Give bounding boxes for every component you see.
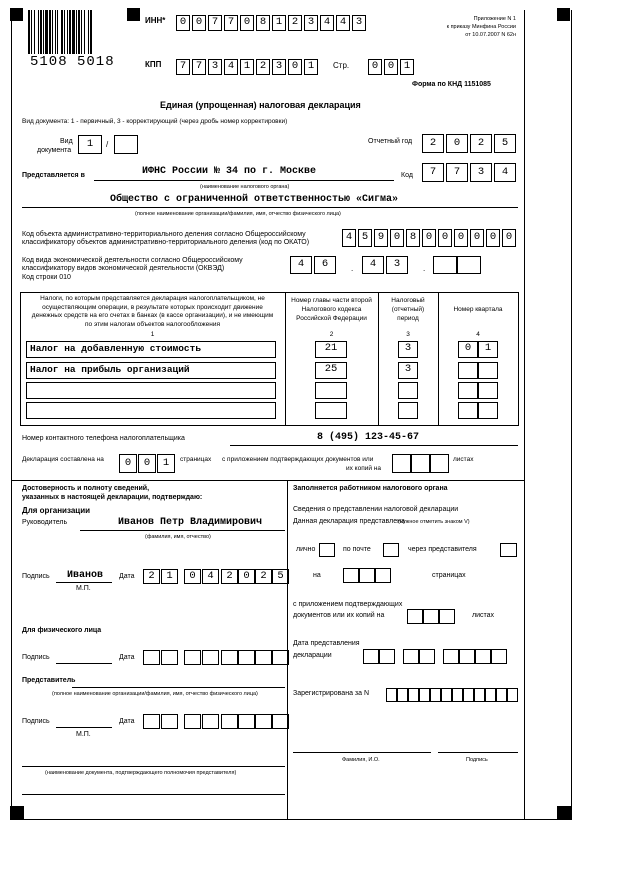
office-date-cell[interactable] — [459, 649, 475, 664]
confirm-text-1: Достоверность и полноту сведений, — [22, 485, 150, 492]
kpp-digit[interactable]: 1 — [240, 59, 254, 75]
sign-value[interactable]: Иванов — [67, 570, 104, 581]
office-date-cell[interactable] — [491, 649, 507, 664]
period-cell[interactable]: 3 — [398, 362, 418, 379]
office-attach-cell[interactable] — [439, 609, 455, 624]
attach-label-1: с приложением подтверждающих документов или — [222, 456, 374, 463]
registration-cell[interactable] — [386, 688, 397, 702]
office-date-cell[interactable] — [419, 649, 435, 664]
corner-marker — [557, 806, 571, 820]
col1-header-line: осуществляющим операции, в результате которых происходит движение — [42, 303, 263, 311]
appendix-line-3: от 10.07.2007 N 62н — [465, 32, 516, 38]
tax-office-info-note: (нужное отметить знаком V) — [398, 519, 470, 525]
okato-label-2: классификатору объектов административно-территориального деления (код по ОКАТО) — [22, 239, 310, 246]
date-label: Дата — [119, 654, 135, 661]
on-label: на — [313, 572, 321, 579]
office-date-cell[interactable] — [363, 649, 379, 664]
inn-digit[interactable]: 8 — [256, 15, 270, 31]
barcode-bar — [38, 10, 39, 54]
barcode-bar — [64, 10, 65, 54]
sign-line — [56, 727, 112, 728]
doc-type-value[interactable]: 1 — [78, 135, 102, 154]
date-digit[interactable] — [143, 714, 160, 729]
registration-cell[interactable] — [507, 688, 518, 702]
date-digit[interactable]: 2 — [255, 569, 272, 584]
registration-cell[interactable] — [496, 688, 507, 702]
tax-office-info-2: Данная декларация представлена — [293, 518, 405, 525]
barcode-bar — [45, 10, 48, 54]
inn-digit[interactable]: 0 — [240, 15, 254, 31]
tax-name-cell[interactable] — [26, 402, 276, 419]
kpp-digit[interactable]: 4 — [224, 59, 238, 75]
frame-outer-right-line — [571, 10, 572, 820]
submission-date-label-1: Дата представления — [293, 640, 360, 647]
pages-digit[interactable]: 1 — [157, 454, 175, 473]
office-attach-1: с приложением подтверждающих — [293, 601, 403, 608]
okved-digit[interactable]: 3 — [386, 256, 408, 274]
corner-marker — [10, 806, 24, 820]
document-title: Единая (упрощенная) налоговая декларация — [160, 100, 361, 110]
period-cell[interactable]: 3 — [398, 341, 418, 358]
tax-authority-line — [94, 180, 394, 181]
barcode-bar — [57, 10, 58, 54]
office-attach-cell[interactable] — [423, 609, 439, 624]
okato-digit[interactable]: 0 — [486, 229, 500, 247]
submission-date-label-2: декларации — [293, 652, 332, 659]
okato-digit[interactable]: 0 — [502, 229, 516, 247]
inn-digit[interactable]: 4 — [336, 15, 350, 31]
submitted-to-label: Представляется в — [22, 172, 85, 179]
okved-label-1: Код вида экономической деятельности согласно Общероссийскому — [22, 257, 243, 264]
kpp-digit[interactable]: 3 — [272, 59, 286, 75]
inn-label: ИНН* — [145, 16, 166, 25]
inn-digit[interactable]: 0 — [176, 15, 190, 31]
barcode-number: 5108 5018 — [30, 54, 115, 70]
barcode-bar — [61, 10, 63, 54]
registration-cell[interactable] — [441, 688, 452, 702]
registration-cell[interactable] — [452, 688, 463, 702]
quarter-digit[interactable] — [458, 362, 478, 379]
pages-label: Декларация составлена на — [22, 456, 104, 463]
inn-digit[interactable]: 1 — [272, 15, 286, 31]
authority-code-digit[interactable]: 4 — [494, 163, 516, 182]
tax-authority[interactable]: ИФНС России № 34 по г. Москве — [142, 166, 317, 177]
kpp-digit[interactable]: 1 — [304, 59, 318, 75]
registration-cell[interactable] — [408, 688, 419, 702]
doc-type-label-2: документа — [37, 147, 72, 154]
column-number: 2 — [329, 331, 334, 338]
okato-label-1: Код объекта административно-территориального деления согласно Общероссийскому — [22, 231, 306, 238]
document-line-2 — [22, 794, 285, 795]
kpp-digit[interactable]: 2 — [256, 59, 270, 75]
year-digit[interactable]: 5 — [494, 134, 516, 153]
attach-digit[interactable] — [411, 454, 430, 473]
date-digit[interactable] — [221, 714, 238, 729]
barcode-bar — [81, 10, 82, 54]
date-label: Дата — [119, 718, 135, 725]
date-digit[interactable] — [255, 650, 272, 665]
okato-digit[interactable]: 0 — [422, 229, 436, 247]
org-name[interactable]: Общество с ограниченной ответственностью «Сигма» — [110, 194, 399, 205]
okved-digit[interactable] — [457, 256, 481, 274]
date-digit[interactable] — [161, 650, 178, 665]
representative-caption: (полное наименование организации/фамилия, имя, отчество физического лица) — [52, 691, 258, 697]
phone-value[interactable]: 8 (495) 123-45-67 — [317, 432, 420, 443]
date-digit[interactable] — [238, 714, 255, 729]
okved-label-3: Код строки 010 — [22, 274, 71, 281]
pages-digit[interactable]: 0 — [138, 454, 156, 473]
date-digit[interactable] — [272, 714, 289, 729]
kpp-digit[interactable]: 7 — [176, 59, 190, 75]
barcode — [28, 10, 116, 56]
okato-digit[interactable]: 0 — [454, 229, 468, 247]
barcode-bar — [90, 10, 92, 54]
date-digit[interactable] — [161, 714, 178, 729]
date-digit[interactable] — [255, 714, 272, 729]
col3-header-line: (отчетный) — [391, 306, 425, 313]
chapter-cell[interactable]: 21 — [315, 341, 347, 358]
authority-code-digit[interactable]: 3 — [470, 163, 492, 182]
col1-header-line: денежных средств на его счетах в банках (в кассе организации), и не имеющим — [31, 312, 274, 319]
pages-digit[interactable]: 0 — [119, 454, 137, 473]
date-digit[interactable] — [184, 650, 201, 665]
registration-cell[interactable] — [485, 688, 496, 702]
signature-caption: Подпись — [466, 757, 488, 763]
col2-header-line: Номер главы части второй — [291, 297, 372, 304]
office-date-cell[interactable] — [443, 649, 459, 664]
kpp-digit[interactable]: 3 — [208, 59, 222, 75]
barcode-bar — [28, 10, 30, 54]
sign-label: Подпись — [22, 573, 50, 580]
office-attach-2: документов или их копий на — [293, 612, 385, 619]
barcode-bar — [69, 10, 71, 54]
inn-digit[interactable]: 7 — [224, 15, 238, 31]
okato-digit[interactable]: 0 — [390, 229, 404, 247]
registration-cell[interactable] — [397, 688, 408, 702]
column-number: 1 — [150, 331, 155, 338]
period-cell[interactable] — [398, 402, 418, 419]
col2-header-line: Налогового кодекса — [301, 306, 362, 313]
inn-digit[interactable]: 0 — [192, 15, 206, 31]
page-digit[interactable]: 1 — [400, 59, 414, 75]
doc-type-correction[interactable] — [114, 135, 138, 154]
okved-digit[interactable]: 4 — [362, 256, 384, 274]
inn-digit[interactable]: 4 — [320, 15, 334, 31]
barcode-bar — [78, 10, 80, 54]
okved-digit[interactable] — [433, 256, 457, 274]
code-label: Код — [401, 172, 413, 179]
by-mail-label: по почте — [343, 546, 371, 553]
org-caption: (полное наименование организации/фамилия, имя, отчество физического лица) — [135, 211, 341, 217]
sign-label: Подпись — [22, 718, 50, 725]
okved-digit[interactable]: 6 — [314, 256, 336, 274]
appendix-line-1: Приложение N 1 — [473, 16, 516, 22]
representative-line — [72, 687, 285, 688]
document-line — [22, 766, 285, 767]
org-name-line — [22, 207, 518, 208]
attach-label-2: их копий на — [346, 465, 382, 472]
okato-digit[interactable]: 9 — [374, 229, 388, 247]
document-caption: (наименование документа, подтверждающего полномочия представителя) — [45, 770, 237, 776]
registration-cell[interactable] — [430, 688, 441, 702]
tax-name-cell[interactable]: Налог на добавленную стоимость — [26, 341, 276, 358]
individual-heading: Для физического лица — [22, 627, 102, 634]
attach-suffix: листах — [453, 456, 474, 463]
doc-type-note: Вид документа: 1 - первичный, 3 - корректирующий (через дробь номер корректировки) — [22, 118, 288, 125]
year-digit[interactable]: 2 — [470, 134, 492, 153]
in-person-checkbox[interactable] — [319, 543, 335, 557]
date-digit[interactable] — [184, 714, 201, 729]
year-digit[interactable]: 2 — [422, 134, 444, 153]
quarter-digit[interactable] — [478, 402, 498, 419]
frame-left-line — [11, 10, 12, 820]
tax-name-cell[interactable]: Налог на прибыль организаций — [26, 362, 276, 379]
quarter-digit[interactable] — [478, 362, 498, 379]
date-digit[interactable] — [272, 650, 289, 665]
barcode-bar — [34, 10, 35, 54]
kpp-label: КПП — [145, 60, 162, 69]
page-digit[interactable]: 0 — [368, 59, 382, 75]
sign-line — [56, 663, 112, 664]
doc-type-slash: / — [106, 140, 109, 149]
okved-digit[interactable]: 4 — [290, 256, 312, 274]
barcode-bar — [43, 10, 44, 54]
kpp-digit[interactable]: 0 — [288, 59, 302, 75]
barcode-bar — [31, 10, 32, 54]
corner-marker — [557, 8, 570, 21]
appendix-line-2: к приказу Минфина России — [446, 24, 516, 30]
chapter-cell[interactable]: 25 — [315, 362, 347, 379]
col1-header-line: по этим налогам объектов налогообложения — [85, 320, 220, 328]
year-digit[interactable]: 0 — [446, 134, 468, 153]
registration-cell[interactable] — [419, 688, 430, 702]
date-digit[interactable]: 0 — [238, 569, 255, 584]
name-line — [293, 752, 431, 753]
tax-office-info-1: Сведения о представлении налоговой декларации — [293, 506, 459, 513]
date-digit[interactable] — [202, 650, 219, 665]
office-date-cell[interactable] — [475, 649, 491, 664]
signature-line — [438, 752, 518, 753]
sign-label: Подпись — [22, 654, 50, 661]
okato-digit[interactable]: 4 — [342, 229, 356, 247]
office-date-cell[interactable] — [403, 649, 419, 664]
registration-cell[interactable] — [474, 688, 485, 702]
date-digit[interactable] — [221, 650, 238, 665]
corner-marker — [10, 8, 23, 21]
okved-dot: . — [351, 264, 354, 273]
chapter-cell[interactable] — [315, 402, 347, 419]
col1-header-line: Налоги, по которым представляется декларация налогоплательщиком, не — [40, 295, 265, 302]
date-digit[interactable]: 5 — [272, 569, 289, 584]
okato-digit[interactable]: 5 — [358, 229, 372, 247]
kpp-digit[interactable]: 7 — [192, 59, 206, 75]
quarter-digit[interactable]: 0 — [458, 341, 478, 358]
quarter-digit[interactable]: 1 — [478, 341, 498, 358]
stamp-label: М.П. — [76, 585, 91, 592]
sign-line — [56, 582, 112, 583]
pages-suffix: страницах — [180, 456, 212, 463]
date-label: Дата — [119, 573, 135, 580]
office-date-cell[interactable] — [379, 649, 395, 664]
attach-digit[interactable] — [430, 454, 449, 473]
inn-digit[interactable]: 7 — [208, 15, 222, 31]
stamp-label: М.П. — [76, 731, 91, 738]
via-rep-label: через представителя — [408, 546, 477, 553]
column-number: 4 — [476, 331, 480, 338]
col3-header-line: Налоговый — [391, 297, 425, 304]
quarter-digit[interactable] — [478, 382, 498, 399]
frame-right-line — [524, 10, 525, 820]
date-digit[interactable] — [238, 650, 255, 665]
phone-label: Номер контактного телефона налогоплательщика — [22, 435, 185, 442]
tax-office-heading: Заполняется работником налогового органа — [293, 485, 448, 492]
corner-marker — [127, 8, 140, 21]
authority-code-digit[interactable]: 7 — [446, 163, 468, 182]
frame-bottom-line — [11, 819, 571, 820]
office-pages-cell[interactable] — [375, 568, 391, 583]
name-caption: Фамилия, И.О. — [342, 757, 380, 763]
authority-code-digit[interactable]: 7 — [422, 163, 444, 182]
inn-digit[interactable]: 2 — [288, 15, 302, 31]
col4-header-line: Номер квартала — [453, 306, 503, 313]
date-digit[interactable] — [202, 714, 219, 729]
quarter-digit[interactable] — [458, 382, 478, 399]
form-code: Форма по КНД 1151085 — [412, 81, 491, 88]
confirm-text-2: указанных в настоящей декларации, подтверждаю: — [22, 494, 203, 501]
barcode-bar — [55, 10, 56, 54]
tax-authority-caption: (наименование налогового органа) — [200, 184, 290, 190]
section-divider — [11, 480, 525, 481]
head-caption: (фамилия, имя, отчество) — [145, 534, 211, 540]
head-name[interactable]: Иванов Петр Владимирович — [118, 517, 263, 528]
column-number: 3 — [406, 331, 410, 338]
period-cell[interactable] — [398, 382, 418, 399]
doc-type-label-1: Вид — [60, 138, 73, 145]
barcode-bar — [84, 10, 85, 54]
office-pages-cell[interactable] — [359, 568, 375, 583]
barcode-bars — [28, 10, 116, 56]
barcode-bar — [88, 10, 89, 54]
okato-digit[interactable]: 0 — [470, 229, 484, 247]
page-label: Стр. — [333, 61, 350, 70]
office-pages-cell[interactable] — [343, 568, 359, 583]
via-rep-checkbox[interactable] — [500, 543, 517, 557]
date-digit[interactable]: 1 — [161, 569, 178, 584]
head-label: Руководитель — [22, 519, 68, 526]
phone-line — [230, 445, 518, 446]
inn-digit[interactable]: 3 — [352, 15, 366, 31]
registered-label: Зарегистрирована за N — [293, 690, 370, 697]
representative-heading: Представитель — [22, 677, 76, 684]
chapter-cell[interactable] — [315, 382, 347, 399]
okato-digit[interactable]: 8 — [406, 229, 420, 247]
tax-name-cell[interactable] — [26, 382, 276, 399]
org-heading: Для организации — [22, 506, 91, 515]
barcode-bar — [40, 10, 42, 54]
by-mail-checkbox[interactable] — [383, 543, 399, 557]
date-digit[interactable] — [143, 650, 160, 665]
barcode-bar — [52, 10, 53, 54]
okato-digit[interactable]: 0 — [438, 229, 452, 247]
barcode-bar — [72, 10, 75, 54]
okved-dot: . — [423, 264, 426, 273]
barcode-bar — [67, 10, 68, 54]
date-digit[interactable]: 2 — [221, 569, 238, 584]
barcode-bar — [49, 10, 51, 54]
quarter-digit[interactable] — [458, 402, 478, 419]
col3-header-line: период — [397, 315, 419, 322]
date-digit[interactable]: 2 — [143, 569, 160, 584]
date-digit[interactable]: 4 — [202, 569, 219, 584]
head-name-line — [80, 530, 285, 531]
office-attach-suffix: листах — [472, 612, 495, 619]
office-attach-cell[interactable] — [407, 609, 423, 624]
registration-cell[interactable] — [463, 688, 474, 702]
page-digit[interactable]: 0 — [384, 59, 398, 75]
attach-digit[interactable] — [392, 454, 411, 473]
inn-digit[interactable]: 3 — [304, 15, 318, 31]
date-digit[interactable]: 0 — [184, 569, 201, 584]
in-person-label: лично — [296, 546, 316, 553]
barcode-bar — [76, 10, 77, 54]
office-pages-suffix: страницах — [432, 572, 466, 579]
col2-header-line: Российской Федерации — [296, 315, 367, 322]
report-year-label: Отчетный год — [368, 138, 413, 145]
okved-label-2: классификатору видов экономической деятельности (ОКВЭД) — [22, 265, 225, 272]
